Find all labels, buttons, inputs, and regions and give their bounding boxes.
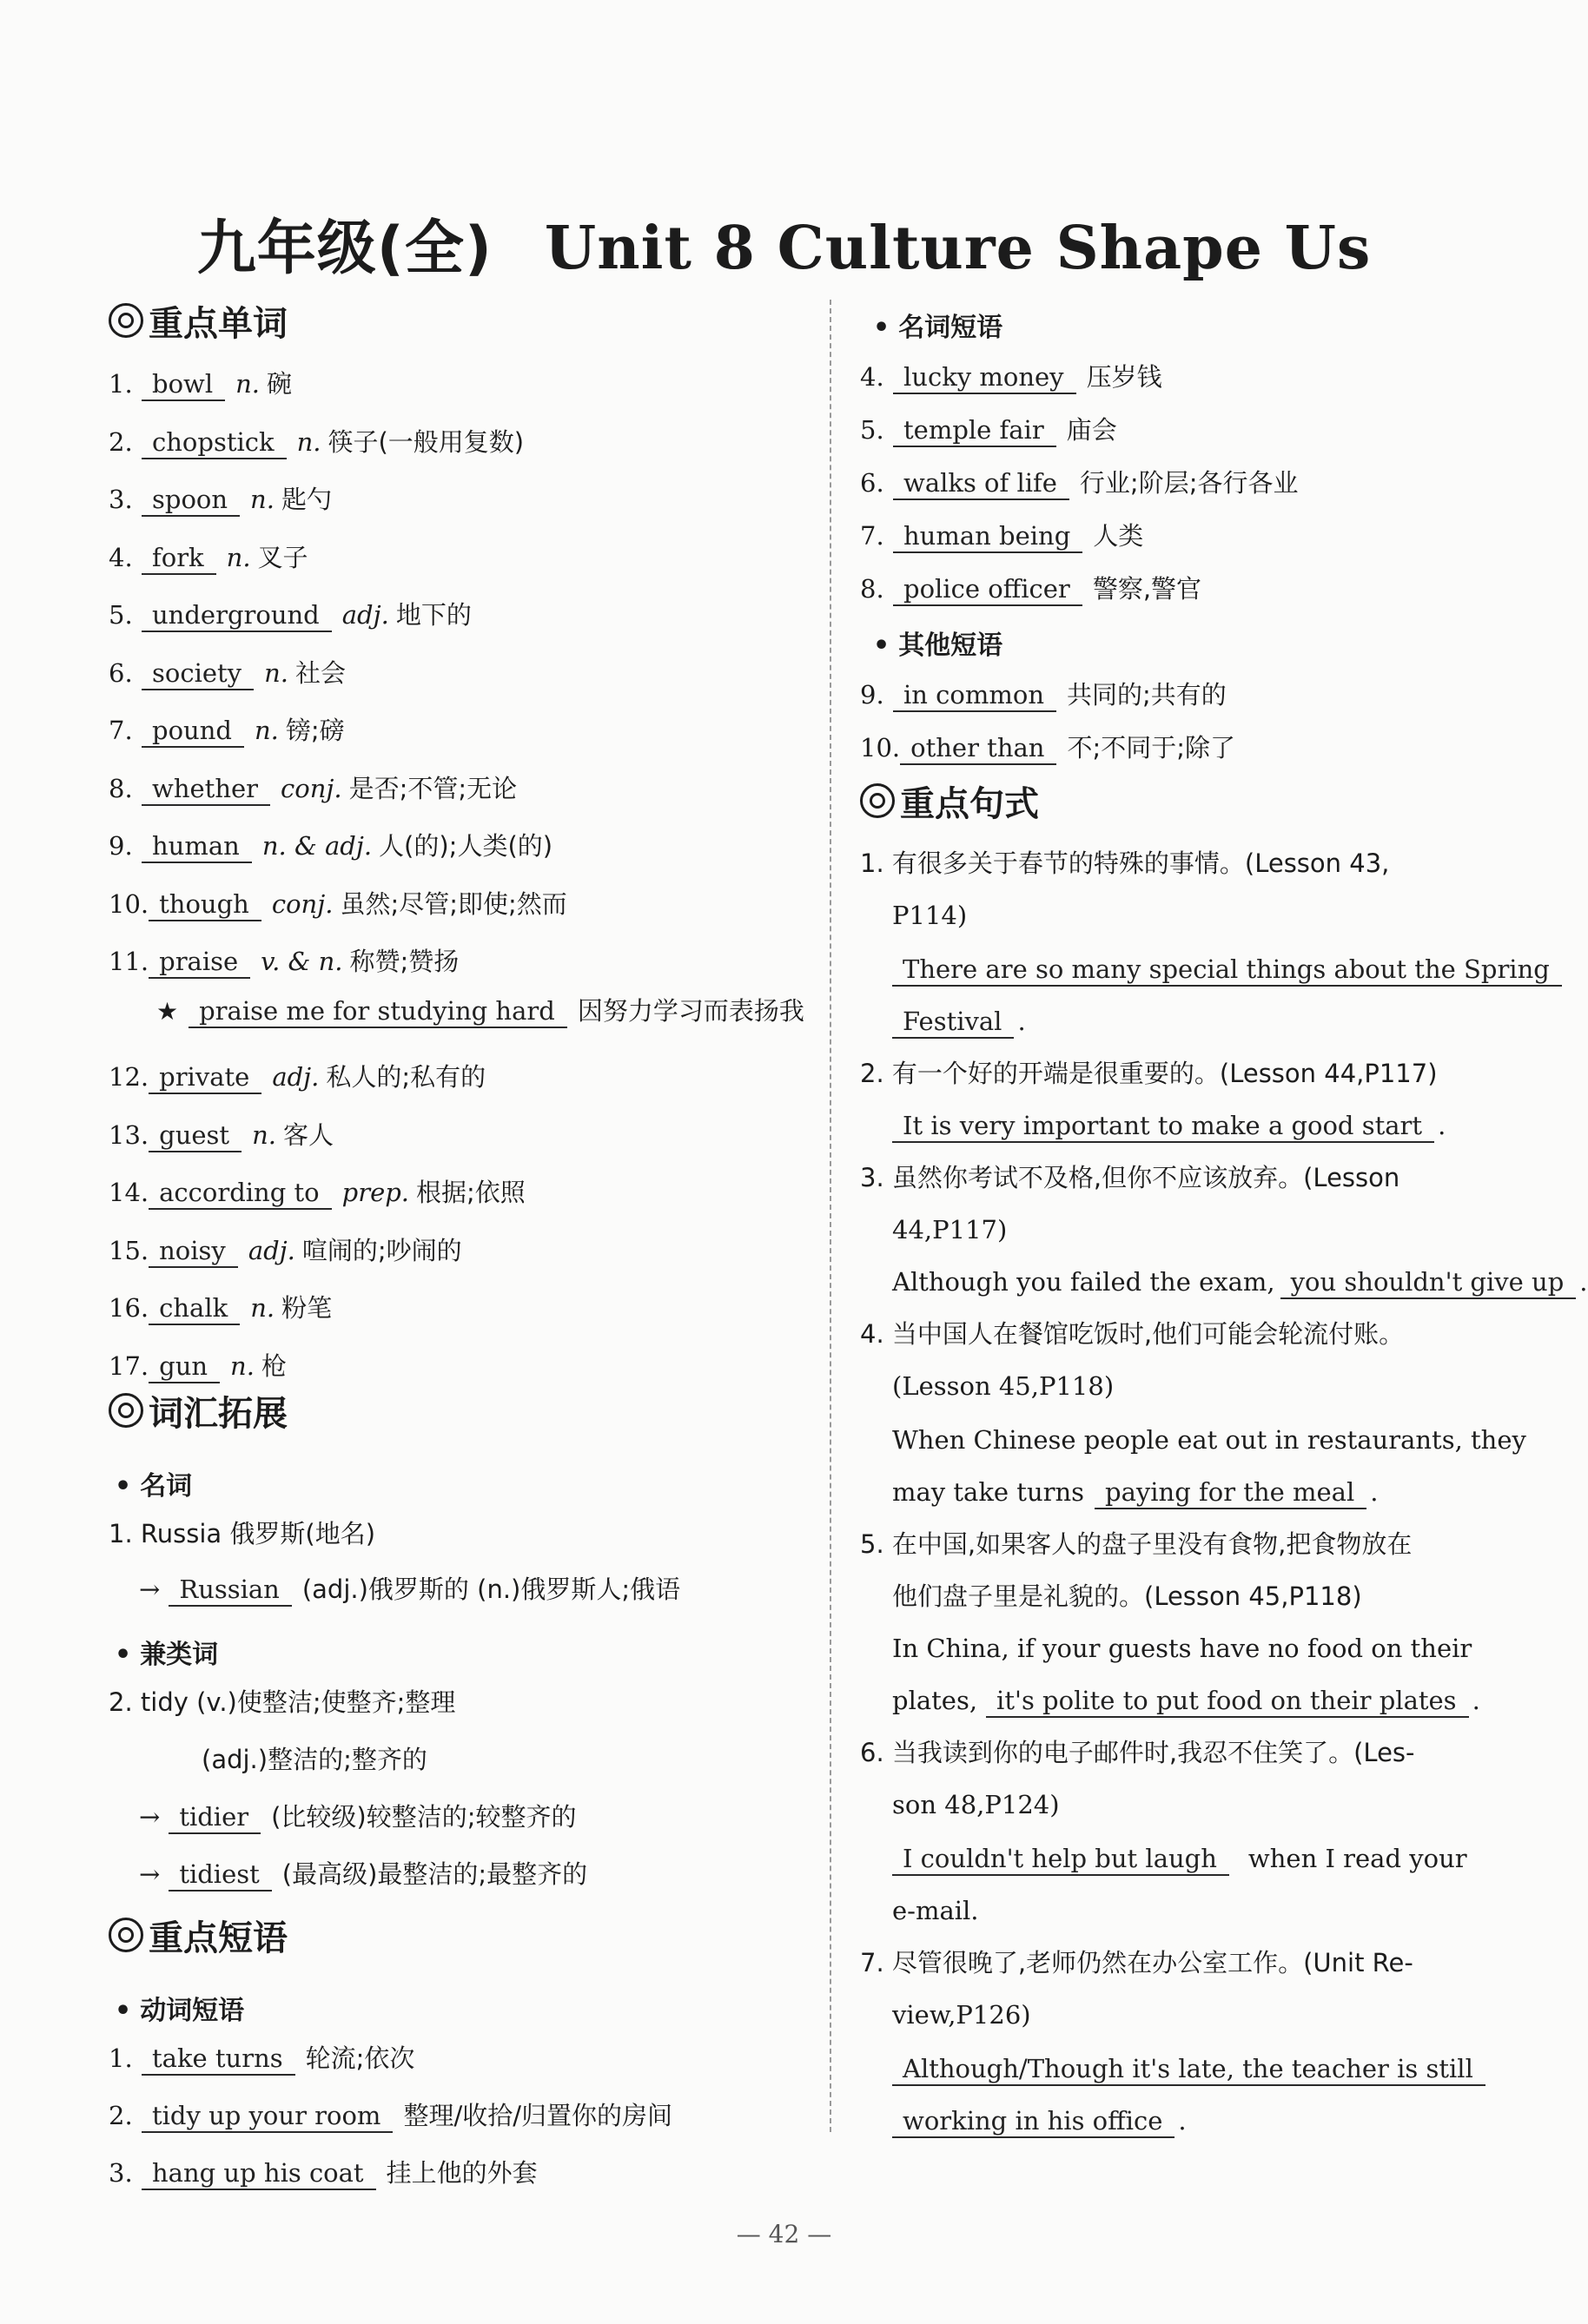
section-heading-words: 重点单词: [109, 300, 288, 348]
answer-blank: paying for the meal: [1095, 1476, 1366, 1509]
sentence-7-answer-cont: working in his office .: [892, 2102, 1187, 2140]
item-number: 3.: [109, 2158, 133, 2188]
answer-blank: pound: [142, 715, 244, 748]
item-number: 5.: [860, 415, 884, 445]
answer-blank: guest: [149, 1119, 242, 1152]
answer-blank: working in his office: [892, 2105, 1174, 2138]
item-number: 10.: [109, 888, 149, 919]
list-item: [860, 517, 1143, 555]
list-item: [109, 423, 524, 461]
title-english: Unit 8 Culture Shape Us: [544, 214, 1372, 283]
meaning: 枪: [261, 1350, 287, 1381]
page-number: — 42 —: [736, 2220, 832, 2248]
answer-blank: Festival: [892, 1006, 1014, 1039]
arrow-right-icon: →: [139, 1575, 161, 1604]
answer-blank: tidier: [169, 1801, 261, 1834]
meaning: 人类: [1093, 521, 1144, 551]
list-item: [109, 2154, 538, 2192]
answer-blank: chalk: [149, 1292, 240, 1325]
list-item: [860, 570, 1201, 608]
column-divider: [830, 300, 831, 2132]
meaning: 轮流;依次: [305, 2043, 415, 2073]
list-item: [109, 885, 567, 923]
item-number: 7.: [860, 521, 884, 551]
answer-blank: police officer: [893, 573, 1082, 606]
sentence-3-answer: Although you failed the exam, you shouldn't give up .: [892, 1263, 1588, 1301]
list-item: [109, 711, 345, 749]
answer-blank: chopstick: [142, 426, 287, 459]
meaning: 虽然;尽管;即使;然而: [340, 888, 567, 919]
sentence-1-answer: [892, 950, 1562, 988]
sentence-1-prompt: 1. 有很多关于春节的特殊的事情。(Lesson 43,: [860, 848, 1390, 878]
list-item: [109, 1116, 334, 1154]
item-number: 2.: [109, 2101, 133, 2130]
meaning: 行业;阶层;各行各业: [1079, 468, 1299, 498]
part-of-speech: n.: [235, 369, 261, 399]
sentence-4-text: When Chinese people eat out in restaurants, they: [892, 1425, 1526, 1455]
item-number: 1.: [109, 369, 133, 399]
sentence-1-source: P114): [892, 901, 968, 930]
answer-blank: Russian: [169, 1574, 292, 1607]
part-of-speech: n.: [252, 1119, 276, 1150]
part-of-speech: adj.: [341, 600, 389, 630]
page-title: [0, 201, 1568, 286]
part-of-speech: adj.: [248, 1235, 295, 1265]
answer-blank: you shouldn't give up: [1280, 1266, 1577, 1299]
meaning: 警察,警官: [1092, 574, 1202, 604]
answer-blank: gun: [149, 1350, 220, 1383]
part-of-speech: n.: [250, 1293, 275, 1323]
list-item: [860, 729, 1235, 767]
answer-blank: spoon: [142, 484, 240, 517]
part-of-speech: n.: [254, 716, 279, 745]
item-number: 14.: [109, 1178, 149, 1207]
section-heading-sentences: 重点句式: [860, 780, 1039, 829]
double-circle-icon: [109, 1393, 143, 1428]
answer-blank: human being: [893, 520, 1082, 553]
meaning: 地下的: [395, 600, 472, 630]
item-number: 6.: [109, 657, 133, 688]
part-of-speech: n.: [230, 1350, 255, 1381]
subheading-verb-phrases: • 动词短语: [115, 1996, 245, 2026]
list-item: [109, 365, 292, 403]
part-of-speech: n. & adj.: [261, 831, 373, 861]
item-number: 9.: [860, 680, 884, 710]
meaning: 根据;依照: [416, 1178, 526, 1207]
meaning: 共同的;共有的: [1067, 680, 1227, 710]
answer-blank: temple fair: [893, 414, 1056, 447]
item-number: 1.: [109, 2043, 133, 2073]
part-of-speech: n.: [264, 657, 288, 688]
meaning: 客人: [282, 1119, 334, 1150]
answer-blank: tidiest: [169, 1859, 271, 1892]
meaning: 不;不同于;除了: [1067, 733, 1236, 763]
tidy-line: 2. tidy (v.)使整洁;使整齐;整理: [109, 1687, 456, 1717]
answer-blank: though: [149, 888, 261, 921]
answer-blank: There are so many special things about the Spring: [892, 954, 1562, 987]
sentence-7-source: view,P126): [892, 2000, 1031, 2030]
sentence-7-prompt: 7. 尽管很晚了,老师仍然在办公室工作。(Unit Re-: [860, 1948, 1413, 1977]
meaning: 筷子(一般用复数): [328, 426, 525, 457]
answer-blank: It is very important to make a good start: [892, 1110, 1434, 1143]
russian-line: → Russian (adj.)俄罗斯的 (n.)俄罗斯人;俄语: [139, 1570, 680, 1608]
item-number: 4.: [860, 362, 884, 392]
item-number: 10.: [860, 733, 901, 763]
answer-blank: other than: [900, 732, 1056, 765]
subheading-noun-phrases: • 名词短语: [873, 313, 1003, 343]
tidy-adj-line: (adj.)整洁的;整齐的: [202, 1745, 427, 1774]
item-number: 5.: [109, 600, 133, 630]
meaning: 碗: [267, 369, 293, 399]
item-number: 16.: [109, 1293, 149, 1323]
section-heading-vocab-extension: 词汇拓展: [109, 1390, 288, 1438]
part-of-speech: prep.: [341, 1178, 410, 1207]
item-number: 8.: [109, 773, 133, 803]
sentence-2-prompt: 2. 有一个好的开端是很重要的。(Lesson 44,P117): [860, 1059, 1438, 1088]
part-of-speech: conj.: [281, 773, 342, 803]
subheading-other-phrases: • 其他短语: [873, 631, 1003, 661]
item-number: 8.: [860, 574, 884, 604]
list-item: [860, 358, 1162, 396]
sentence-6-source: son 48,P124): [892, 1790, 1060, 1819]
answer-blank: it's polite to put food on their plates: [986, 1685, 1469, 1718]
list-item: [109, 1058, 486, 1096]
part-of-speech: v. & n.: [261, 947, 343, 976]
meaning: 匙勺: [281, 485, 332, 514]
answer-blank: praise me for studying hard: [189, 995, 567, 1028]
double-circle-icon: [109, 303, 143, 338]
item-number: 11.: [109, 947, 149, 976]
sentence-5-prompt: 5. 在中国,如果客人的盘子里没有食物,把食物放在: [860, 1529, 1413, 1559]
meaning: 叉子: [257, 542, 308, 572]
part-of-speech: n.: [250, 485, 275, 514]
item-number: 6.: [860, 468, 884, 498]
list-item: [109, 1173, 526, 1212]
list-item: [109, 2039, 414, 2077]
meaning: 庙会: [1066, 415, 1117, 445]
answer-blank: lucky money: [893, 361, 1076, 394]
sentence-5-answer: plates, it's polite to put food on their plates .: [892, 1681, 1480, 1720]
item-number: 3.: [109, 485, 133, 514]
sentence-4-prompt: 4. 当中国人在餐馆吃饭时,他们可能会轮流付账。: [860, 1319, 1405, 1349]
part-of-speech: n.: [296, 426, 321, 457]
meaning: 粉笔: [281, 1293, 333, 1323]
part-of-speech: n.: [226, 542, 251, 572]
sentence-6-prompt: 6. 当我读到你的电子邮件时,我忍不住笑了。(Les-: [860, 1738, 1415, 1767]
sentence-6-answer-cont: e-mail.: [892, 1896, 979, 1925]
russia-line: 1. Russia 俄罗斯(地名): [109, 1519, 376, 1548]
subheading-noun: • 名词: [115, 1471, 193, 1502]
answer-blank: human: [142, 830, 252, 863]
sentence-2-answer: It is very important to make a good start .: [892, 1106, 1446, 1145]
list-item: [860, 464, 1298, 502]
list-item: [860, 676, 1227, 714]
list-item: [109, 1347, 287, 1385]
list-item: [109, 1289, 332, 1327]
sentence-3-prompt: 3. 虽然你考试不及格,但你不应该放弃。(Lesson: [860, 1163, 1400, 1192]
answer-blank: take turns: [142, 2043, 295, 2076]
list-item: [109, 942, 459, 980]
item-number: 2.: [109, 426, 133, 457]
item-number: 13.: [109, 1119, 149, 1150]
meaning: 称赞;赞扬: [349, 947, 460, 976]
list-item: [109, 1231, 462, 1270]
meaning: 私人的;私有的: [326, 1062, 486, 1092]
subheading-multi-class: • 兼类词: [115, 1640, 219, 1670]
list-item: [860, 411, 1117, 449]
answer-blank: private: [149, 1061, 261, 1094]
item-number: 15.: [109, 1235, 149, 1265]
tidiest-line: → tidiest (最高级)最整洁的;最整齐的: [139, 1855, 587, 1893]
answer-blank: praise: [149, 946, 250, 979]
item-number: 12.: [109, 1062, 149, 1092]
section-heading-phrases: 重点短语: [109, 1914, 288, 1963]
part-of-speech: conj.: [271, 888, 334, 919]
star-item: ★ praise me for studying hard 因努力学习而表扬我: [156, 992, 804, 1030]
meaning: 社会: [294, 657, 346, 688]
double-circle-icon: [109, 1918, 143, 1952]
meaning: 压岁钱: [1086, 362, 1162, 392]
meaning: 挂上他的外套: [386, 2158, 538, 2188]
answer-blank: walks of life: [893, 467, 1069, 500]
list-item: [109, 769, 517, 808]
star-icon: ★: [156, 997, 179, 1026]
meaning: 镑;磅: [285, 716, 345, 745]
sentence-7-answer: [892, 2050, 1485, 2088]
list-item: [109, 480, 332, 518]
arrow-right-icon: →: [139, 1802, 161, 1832]
title-chinese: 九年级(全): [196, 215, 493, 283]
answer-blank: according to: [149, 1177, 332, 1210]
item-number: 17.: [109, 1350, 149, 1381]
part-of-speech: adj.: [272, 1062, 320, 1092]
answer-blank: whether: [142, 773, 270, 806]
answer-blank: hang up his coat: [142, 2157, 376, 2190]
meaning: 是否;不管;无论: [348, 773, 518, 803]
answer-blank: tidy up your room: [142, 2100, 393, 2133]
meaning: 人(的);人类(的): [379, 831, 553, 861]
list-item: [109, 654, 346, 692]
answer-blank: in common: [893, 679, 1056, 712]
answer-blank: underground: [142, 599, 332, 632]
item-number: 4.: [109, 542, 133, 572]
sentence-6-answer: I couldn't help but laugh when I read your: [892, 1839, 1467, 1878]
list-item: [109, 827, 552, 865]
arrow-right-icon: →: [139, 1859, 161, 1889]
answer-blank: bowl: [142, 368, 225, 401]
sentence-5-text: In China, if your guests have no food on their: [892, 1634, 1472, 1663]
item-number: 9.: [109, 831, 133, 861]
sentence-4-answer: may take turns paying for the meal .: [892, 1473, 1378, 1511]
sentence-1-answer-cont: Festival .: [892, 1002, 1026, 1040]
answer-blank: society: [142, 657, 254, 690]
answer-blank: I couldn't help but laugh: [892, 1843, 1229, 1876]
answer-blank: noisy: [149, 1235, 238, 1268]
item-number: 7.: [109, 716, 133, 745]
tidier-line: → tidier (比较级)较整洁的;较整齐的: [139, 1798, 577, 1836]
meaning: 整理/收拾/归置你的房间: [403, 2101, 672, 2130]
double-circle-icon: [860, 783, 895, 818]
list-item: [109, 538, 308, 577]
sentence-4-source: (Lesson 45,P118): [892, 1371, 1115, 1401]
answer-blank: fork: [142, 542, 216, 575]
list-item: [109, 2096, 672, 2135]
list-item: [109, 596, 472, 634]
sentence-5-prompt-cont: 他们盘子里是礼貌的。(Lesson 45,P118): [892, 1581, 1362, 1611]
answer-blank: Although/Though it's late, the teacher is still: [892, 2053, 1485, 2086]
meaning: 喧闹的;吵闹的: [301, 1235, 462, 1265]
sentence-3-source: 44,P117): [892, 1215, 1008, 1245]
